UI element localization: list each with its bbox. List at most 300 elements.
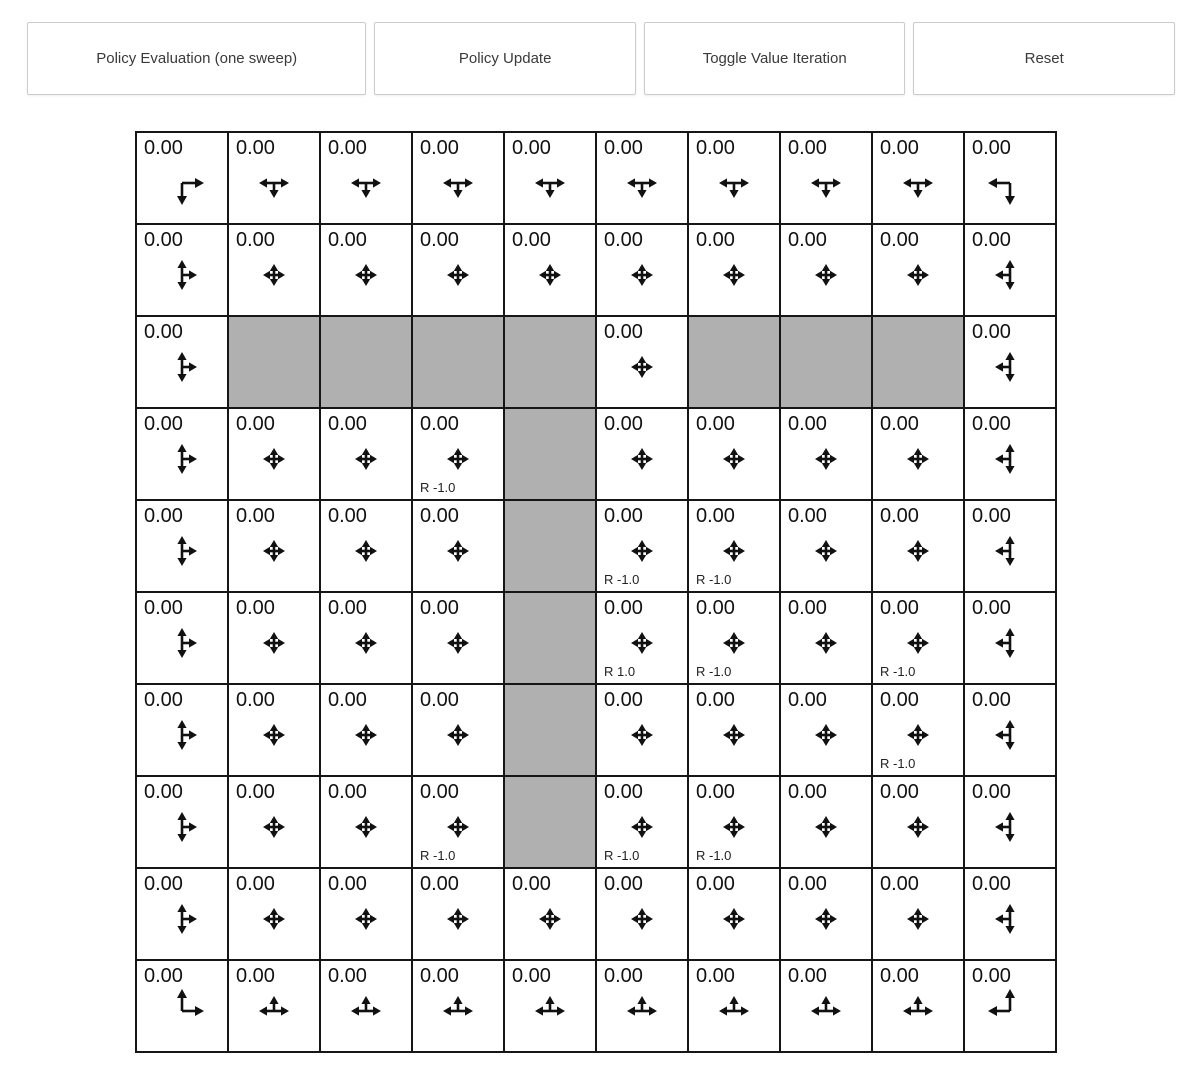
reset-button[interactable]: Reset [913, 22, 1175, 95]
cell-value: 0.00 [328, 413, 367, 435]
grid-cell[interactable] [965, 869, 1057, 961]
policy-arrow-up-icon [362, 540, 370, 551]
grid-cell[interactable] [873, 225, 965, 317]
policy-arrows [434, 251, 482, 299]
grid-cell[interactable] [597, 409, 689, 501]
policy-arrow-right-icon [734, 823, 745, 831]
policy-arrow-down-icon [638, 367, 646, 378]
grid-cell[interactable] [505, 961, 597, 1053]
grid-cell[interactable] [321, 961, 413, 1053]
grid-cell[interactable] [965, 133, 1057, 225]
grid-cell[interactable] [413, 133, 505, 225]
policy-evaluation-button[interactable]: Policy Evaluation (one sweep) [27, 22, 366, 95]
grid-cell[interactable] [689, 501, 781, 593]
policy-arrow-up-icon [914, 908, 922, 919]
policy-arrows [342, 987, 390, 1035]
grid-cell[interactable] [413, 593, 505, 685]
policy-arrow-left-icon [907, 915, 918, 923]
grid-cell[interactable] [597, 133, 689, 225]
wall-cell [505, 409, 597, 501]
grid-cell[interactable] [413, 869, 505, 961]
policy-arrows [894, 711, 942, 759]
policy-arrow-up-icon [638, 356, 646, 367]
policy-arrows [526, 987, 574, 1035]
policy-arrow-up-icon [177, 628, 186, 643]
policy-arrows [710, 711, 758, 759]
policy-arrow-right-icon [366, 823, 377, 831]
wall-cell [689, 317, 781, 409]
policy-arrow-up-icon [638, 540, 646, 551]
grid-cell[interactable] [505, 225, 597, 317]
grid-cell[interactable] [137, 777, 229, 869]
policy-arrow-right-icon [458, 271, 469, 279]
grid-cell[interactable] [229, 593, 321, 685]
cell-value: 0.00 [696, 965, 735, 987]
grid-cell[interactable] [873, 133, 965, 225]
grid-cell[interactable] [229, 409, 321, 501]
policy-arrows [986, 987, 1034, 1035]
cell-value: 0.00 [144, 873, 183, 895]
policy-arrow-left-icon [263, 455, 274, 463]
grid-cell[interactable] [965, 317, 1057, 409]
grid-cell[interactable] [137, 869, 229, 961]
cell-value: 0.00 [144, 137, 183, 159]
policy-arrow-left-icon [631, 271, 642, 279]
policy-arrow-left-icon [631, 363, 642, 371]
policy-arrow-right-icon [642, 363, 653, 371]
cell-reward-label: R -1.0 [420, 848, 456, 863]
policy-arrow-up-icon [177, 536, 186, 551]
grid-cell[interactable] [965, 777, 1057, 869]
policy-arrows [710, 895, 758, 943]
policy-arrow-right-icon [734, 271, 745, 279]
policy-arrows [710, 987, 758, 1035]
policy-arrow-left-icon [259, 1006, 274, 1015]
grid-cell[interactable] [689, 869, 781, 961]
policy-arrow-right-icon [182, 178, 204, 188]
grid-cell[interactable] [781, 409, 873, 501]
grid-cell[interactable] [505, 133, 597, 225]
cell-value: 0.00 [420, 505, 459, 527]
grid-cell[interactable] [873, 409, 965, 501]
grid-cell[interactable] [597, 501, 689, 593]
policy-arrow-up-icon [546, 908, 554, 919]
policy-arrow-right-icon [366, 455, 377, 463]
policy-arrow-left-icon [631, 915, 642, 923]
policy-arrow-right-icon [734, 639, 745, 647]
cell-value: 0.00 [972, 321, 1011, 343]
policy-arrow-up-icon [914, 724, 922, 735]
toggle-value-iteration-button[interactable]: Toggle Value Iteration [644, 22, 906, 95]
policy-arrow-down-icon [822, 551, 830, 562]
grid-cell[interactable] [229, 777, 321, 869]
policy-arrows [618, 159, 666, 207]
policy-arrow-up-icon [361, 996, 370, 1011]
policy-arrow-left-icon [351, 1006, 366, 1015]
cell-value: 0.00 [512, 137, 551, 159]
grid-cell[interactable] [689, 685, 781, 777]
cell-value: 0.00 [420, 597, 459, 619]
policy-arrow-right-icon [734, 731, 745, 739]
policy-arrow-up-icon [1005, 352, 1014, 367]
policy-arrow-up-icon [730, 448, 738, 459]
grid-cell[interactable] [321, 593, 413, 685]
grid-cell[interactable] [321, 685, 413, 777]
policy-arrows [434, 711, 482, 759]
cell-value: 0.00 [236, 689, 275, 711]
policy-arrow-right-icon [642, 1006, 657, 1015]
policy-arrow-down-icon [914, 551, 922, 562]
policy-arrow-right-icon [642, 455, 653, 463]
policy-arrow-up-icon [730, 816, 738, 827]
cell-reward-label: R -1.0 [696, 572, 732, 587]
policy-arrow-left-icon [447, 547, 458, 555]
policy-arrow-down-icon [1005, 459, 1014, 474]
grid-cell[interactable] [505, 869, 597, 961]
cell-value: 0.00 [788, 413, 827, 435]
policy-arrow-left-icon [263, 915, 274, 923]
policy-arrow-up-icon [730, 264, 738, 275]
grid-cell[interactable] [229, 225, 321, 317]
wall-cell [229, 317, 321, 409]
cell-value: 0.00 [696, 137, 735, 159]
policy-arrow-left-icon [815, 271, 826, 279]
grid-cell[interactable] [781, 225, 873, 317]
grid-cell[interactable] [781, 777, 873, 869]
policy-arrow-up-icon [914, 540, 922, 551]
grid-cell[interactable] [413, 225, 505, 317]
policy-arrows [158, 711, 206, 759]
policy-arrows [158, 527, 206, 575]
grid-cell[interactable] [597, 869, 689, 961]
policy-arrow-right-icon [826, 271, 837, 279]
policy-arrow-down-icon [177, 275, 186, 290]
cell-value: 0.00 [604, 689, 643, 711]
cell-value: 0.00 [880, 229, 919, 251]
policy-arrow-up-icon [1005, 720, 1014, 735]
grid-cell[interactable] [229, 501, 321, 593]
policy-arrow-right-icon [366, 915, 377, 923]
grid-cell[interactable] [689, 777, 781, 869]
policy-arrow-left-icon [995, 914, 1010, 923]
grid-cell[interactable] [137, 409, 229, 501]
policy-arrow-down-icon [730, 827, 738, 838]
policy-arrow-left-icon [355, 915, 366, 923]
policy-arrows [710, 803, 758, 851]
cell-value: 0.00 [972, 229, 1011, 251]
policy-arrow-up-icon [545, 996, 554, 1011]
policy-arrow-down-icon [177, 827, 186, 842]
policy-arrow-up-icon [454, 448, 462, 459]
policy-arrow-up-icon [177, 989, 187, 1011]
policy-arrow-down-icon [822, 459, 830, 470]
policy-arrow-right-icon [274, 178, 289, 187]
grid-cell[interactable] [321, 409, 413, 501]
policy-arrow-up-icon [454, 724, 462, 735]
policy-arrows [250, 803, 298, 851]
policy-arrow-right-icon [918, 823, 929, 831]
wall-cell [321, 317, 413, 409]
grid-cell[interactable] [689, 225, 781, 317]
policy-arrow-right-icon [550, 1006, 565, 1015]
grid-cell[interactable] [321, 501, 413, 593]
grid-cell[interactable] [965, 409, 1057, 501]
policy-arrow-right-icon [642, 639, 653, 647]
policy-arrow-left-icon [907, 639, 918, 647]
policy-arrow-right-icon [182, 362, 197, 371]
policy-arrow-left-icon [631, 823, 642, 831]
grid-cell[interactable] [413, 501, 505, 593]
cell-value: 0.00 [144, 965, 183, 987]
policy-arrow-left-icon [631, 455, 642, 463]
policy-arrow-down-icon [821, 183, 830, 198]
policy-arrows [986, 619, 1034, 667]
policy-arrow-right-icon [918, 915, 929, 923]
cell-value: 0.00 [880, 505, 919, 527]
cell-value: 0.00 [236, 229, 275, 251]
policy-arrow-left-icon [443, 178, 458, 187]
policy-arrows [802, 803, 850, 851]
policy-arrow-down-icon [638, 827, 646, 838]
policy-arrows [802, 527, 850, 575]
policy-arrows [342, 895, 390, 943]
policy-arrows [342, 159, 390, 207]
policy-arrow-left-icon [995, 730, 1010, 739]
grid-cell[interactable] [965, 225, 1057, 317]
policy-arrow-left-icon [811, 178, 826, 187]
grid-cell[interactable] [229, 961, 321, 1053]
policy-arrow-left-icon [447, 823, 458, 831]
policy-arrow-up-icon [453, 996, 462, 1011]
cell-value: 0.00 [236, 413, 275, 435]
grid-cell[interactable] [873, 777, 965, 869]
cell-reward-label: R -1.0 [696, 664, 732, 679]
policy-arrow-right-icon [458, 547, 469, 555]
grid-cell[interactable] [137, 133, 229, 225]
policy-arrow-left-icon [447, 455, 458, 463]
policy-arrow-down-icon [270, 459, 278, 470]
policy-arrow-down-icon [454, 275, 462, 286]
grid-cell[interactable] [137, 225, 229, 317]
grid-cell[interactable] [229, 869, 321, 961]
grid-cell[interactable] [781, 593, 873, 685]
policy-arrow-up-icon [270, 264, 278, 275]
policy-arrow-down-icon [177, 551, 186, 566]
grid-cell[interactable] [781, 685, 873, 777]
policy-arrow-down-icon [270, 275, 278, 286]
policy-arrow-left-icon [907, 271, 918, 279]
grid-cell[interactable] [689, 961, 781, 1053]
policy-arrows [618, 435, 666, 483]
policy-arrow-down-icon [177, 459, 186, 474]
grid-cell[interactable] [597, 777, 689, 869]
policy-arrow-right-icon [918, 547, 929, 555]
grid-cell[interactable] [413, 961, 505, 1053]
grid-cell[interactable] [689, 593, 781, 685]
policy-arrow-up-icon [730, 540, 738, 551]
policy-arrows [618, 619, 666, 667]
policy-arrow-up-icon [270, 724, 278, 735]
cell-value: 0.00 [788, 505, 827, 527]
cell-value: 0.00 [328, 505, 367, 527]
cell-value: 0.00 [972, 597, 1011, 619]
policy-arrows [894, 895, 942, 943]
grid-cell[interactable] [137, 961, 229, 1053]
policy-arrow-right-icon [366, 547, 377, 555]
policy-arrow-up-icon [638, 448, 646, 459]
policy-arrow-left-icon [903, 1006, 918, 1015]
policy-arrow-up-icon [177, 260, 186, 275]
policy-arrow-up-icon [730, 632, 738, 643]
cell-value: 0.00 [236, 597, 275, 619]
policy-update-button[interactable]: Policy Update [374, 22, 636, 95]
policy-arrows [802, 159, 850, 207]
policy-arrow-left-icon [815, 823, 826, 831]
grid-cell[interactable] [597, 961, 689, 1053]
cell-value: 0.00 [880, 873, 919, 895]
grid-cell[interactable] [781, 869, 873, 961]
policy-arrow-left-icon [263, 639, 274, 647]
grid-cell[interactable] [229, 685, 321, 777]
policy-arrow-up-icon [822, 908, 830, 919]
cell-value: 0.00 [604, 505, 643, 527]
grid-cell[interactable] [321, 225, 413, 317]
grid-cell[interactable] [965, 593, 1057, 685]
policy-arrows [802, 619, 850, 667]
cell-value: 0.00 [696, 873, 735, 895]
policy-arrow-right-icon [826, 915, 837, 923]
cell-value: 0.00 [604, 413, 643, 435]
policy-arrows [710, 435, 758, 483]
policy-arrow-right-icon [274, 455, 285, 463]
policy-arrows [986, 251, 1034, 299]
policy-arrows [158, 895, 206, 943]
policy-arrow-right-icon [366, 178, 381, 187]
grid-cell[interactable] [873, 685, 965, 777]
policy-arrow-down-icon [177, 367, 186, 382]
grid-cell[interactable] [689, 133, 781, 225]
policy-arrow-left-icon [355, 271, 366, 279]
policy-arrows [986, 895, 1034, 943]
policy-arrow-down-icon [270, 643, 278, 654]
policy-arrow-down-icon [269, 183, 278, 198]
grid-cell[interactable] [137, 501, 229, 593]
cell-value: 0.00 [236, 781, 275, 803]
grid-cell[interactable] [137, 593, 229, 685]
grid-cell[interactable] [873, 593, 965, 685]
grid-cell[interactable] [965, 685, 1057, 777]
policy-arrow-left-icon [355, 731, 366, 739]
policy-arrow-down-icon [270, 827, 278, 838]
grid-cell[interactable] [597, 593, 689, 685]
policy-arrow-up-icon [177, 720, 186, 735]
cell-value: 0.00 [604, 229, 643, 251]
policy-arrow-up-icon [362, 816, 370, 827]
policy-arrow-left-icon [995, 546, 1010, 555]
policy-arrow-up-icon [914, 632, 922, 643]
grid-cell[interactable] [413, 409, 505, 501]
policy-arrow-right-icon [182, 638, 197, 647]
policy-arrow-up-icon [546, 264, 554, 275]
grid-cell[interactable] [873, 869, 965, 961]
grid-cell[interactable] [321, 133, 413, 225]
grid-cell[interactable] [873, 501, 965, 593]
grid-cell[interactable] [597, 685, 689, 777]
policy-arrow-up-icon [730, 724, 738, 735]
grid-cell[interactable] [781, 133, 873, 225]
cell-value: 0.00 [236, 505, 275, 527]
policy-arrow-down-icon [729, 183, 738, 198]
policy-arrow-down-icon [730, 919, 738, 930]
policy-arrow-down-icon [914, 919, 922, 930]
policy-arrow-left-icon [815, 455, 826, 463]
policy-arrows [434, 527, 482, 575]
policy-arrow-left-icon [723, 271, 734, 279]
policy-arrow-left-icon [723, 547, 734, 555]
grid-cell[interactable] [781, 961, 873, 1053]
grid-cell[interactable] [597, 225, 689, 317]
policy-arrow-down-icon [1005, 919, 1014, 934]
policy-arrow-left-icon [631, 639, 642, 647]
cell-value: 0.00 [236, 137, 275, 159]
grid-cell[interactable] [321, 777, 413, 869]
policy-arrow-left-icon [903, 178, 918, 187]
policy-arrow-right-icon [826, 547, 837, 555]
toolbar [27, 22, 1175, 95]
grid-cell[interactable] [137, 317, 229, 409]
policy-arrows [526, 895, 574, 943]
grid-cell[interactable] [321, 869, 413, 961]
grid-cell[interactable] [965, 501, 1057, 593]
policy-arrow-down-icon [1005, 735, 1014, 750]
policy-arrow-down-icon [177, 735, 186, 750]
policy-arrow-down-icon [362, 643, 370, 654]
policy-arrow-down-icon [822, 919, 830, 930]
policy-arrow-right-icon [550, 915, 561, 923]
grid-cell[interactable] [597, 317, 689, 409]
cell-value: 0.00 [880, 137, 919, 159]
grid-cell[interactable] [689, 409, 781, 501]
cell-reward-label: R -1.0 [604, 848, 640, 863]
policy-arrow-up-icon [729, 996, 738, 1011]
policy-arrow-left-icon [907, 731, 918, 739]
policy-arrow-down-icon [454, 919, 462, 930]
policy-arrow-right-icon [458, 1006, 473, 1015]
policy-arrow-down-icon [638, 459, 646, 470]
grid-cell[interactable] [965, 961, 1057, 1053]
grid-cell[interactable] [413, 777, 505, 869]
policy-arrow-down-icon [822, 275, 830, 286]
wall-cell [505, 501, 597, 593]
policy-arrows [986, 711, 1034, 759]
cell-value: 0.00 [144, 505, 183, 527]
grid-cell[interactable] [137, 685, 229, 777]
grid-cell[interactable] [781, 501, 873, 593]
policy-arrow-down-icon [454, 735, 462, 746]
cell-reward-label: R -1.0 [420, 480, 456, 495]
policy-arrow-right-icon [458, 823, 469, 831]
policy-arrow-up-icon [1005, 260, 1014, 275]
cell-value: 0.00 [236, 965, 275, 987]
cell-value: 0.00 [972, 781, 1011, 803]
policy-arrows [618, 803, 666, 851]
cell-value: 0.00 [880, 965, 919, 987]
grid-cell[interactable] [873, 961, 965, 1053]
cell-value: 0.00 [144, 321, 183, 343]
grid-cell[interactable] [413, 685, 505, 777]
grid-cell[interactable] [229, 133, 321, 225]
policy-arrows [250, 895, 298, 943]
